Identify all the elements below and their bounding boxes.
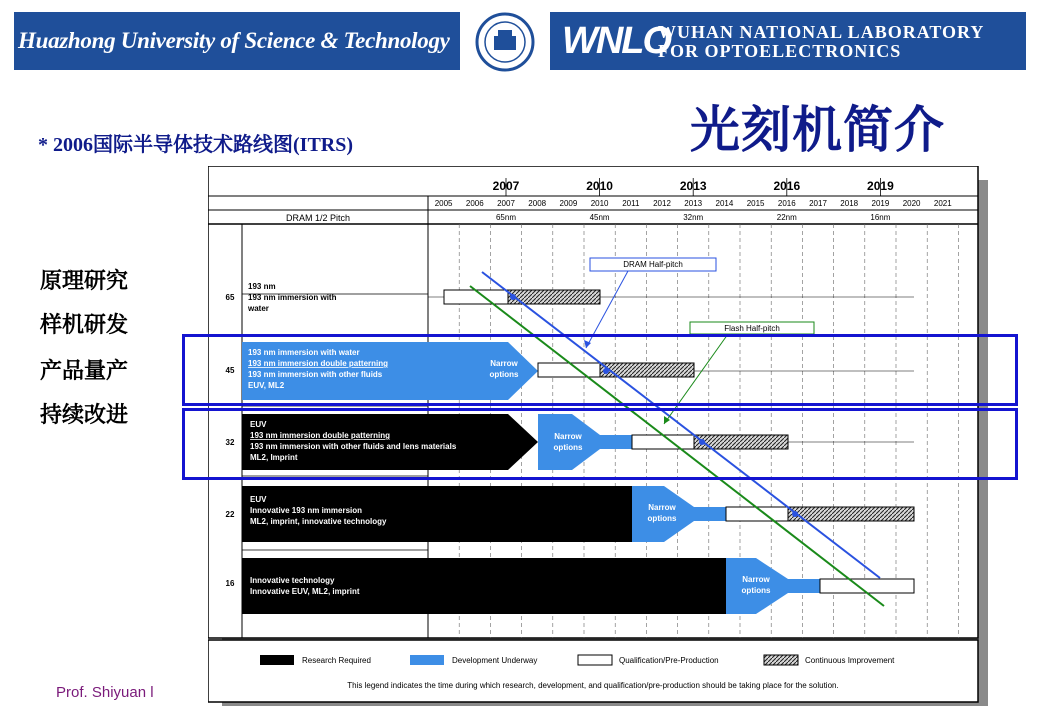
row45-line4: EUV, ML2	[248, 381, 285, 390]
legend-qualification: Qualification/Pre-Production	[619, 656, 719, 665]
year-label: 2017	[809, 199, 827, 208]
row45-narrow-2: options	[489, 370, 519, 379]
row22-narrow-1: Narrow	[648, 503, 676, 512]
row16-qual-bar	[820, 579, 914, 593]
year-label: 2007	[497, 199, 515, 208]
row22-line2: Innovative 193 nm immersion	[250, 506, 363, 515]
year-label: 2009	[559, 199, 578, 208]
slide-title: 光刻机简介	[690, 101, 945, 159]
node-label-65: 65	[225, 293, 235, 302]
pitch-label: 32nm	[683, 213, 704, 222]
lab-name	[658, 23, 984, 61]
flash-callout-label: Flash Half-pitch	[724, 324, 780, 333]
row32-line2: 193 nm immersion double patterning	[250, 431, 391, 440]
stage-improvement: 持续改进	[40, 403, 129, 428]
row16-narrow-1: Narrow	[742, 575, 770, 584]
pitch-label: 16nm	[870, 213, 891, 222]
footer-author: Prof. Shiyuan l	[56, 684, 154, 701]
legend-development: Development Underway	[452, 656, 538, 665]
year-label: 2016	[777, 199, 796, 208]
year-label: 2013	[684, 199, 703, 208]
row32-narrow-1: Narrow	[554, 432, 582, 441]
legend-frame	[208, 640, 978, 702]
year-label: 2012	[653, 199, 671, 208]
year-label: 2014	[715, 199, 734, 208]
lab-name-line1: WUHAN NATIONAL LABORATORY	[658, 22, 985, 42]
itrs-subtitle: * 2006国际半导体技术路线图(ITRS)	[38, 134, 354, 156]
row32-line1: EUV	[250, 420, 267, 429]
row16-line2: Innovative EUV, ML2, imprint	[250, 587, 360, 596]
year-label: 2010	[590, 199, 609, 208]
lab-logo: WNLO	[562, 20, 671, 62]
major-year-label: 2016	[773, 179, 801, 193]
row-header: DRAM 1/2 Pitch	[285, 213, 351, 223]
year-label: 2018	[840, 199, 859, 208]
year-labels	[435, 199, 953, 208]
legend-research: Research Required	[302, 656, 371, 665]
year-label: 2005	[434, 199, 453, 208]
lab-banner	[550, 12, 1026, 70]
pitch-label: 65nm	[495, 213, 517, 222]
university-seal-icon	[466, 12, 544, 72]
node-label-22: 22	[225, 510, 235, 519]
stage-prototype: 样机研发	[40, 313, 129, 338]
row45-line2: 193 nm immersion double patterning	[248, 359, 389, 368]
highlight-45nm	[182, 334, 1018, 406]
row22-dev-tail	[694, 507, 726, 521]
row65-line3: water	[248, 304, 269, 313]
year-label: 2011	[622, 199, 640, 208]
node-label-45: 45	[225, 366, 235, 375]
legend-swatch-development	[410, 655, 444, 665]
row16-narrow-2: options	[741, 586, 771, 595]
year-label: 2006	[465, 199, 484, 208]
lab-name-line2: FOR OPTOELECTRONICS	[658, 41, 902, 61]
row22-narrow-2: options	[647, 514, 677, 523]
row32-line4: ML2, Imprint	[250, 453, 298, 462]
row65-qual-bar	[444, 290, 508, 304]
row22-line3: ML2, imprint, innovative technology	[250, 517, 387, 526]
stage-production: 产品量产	[40, 359, 129, 384]
row45-line1: 193 nm immersion with water	[248, 348, 360, 357]
row16-dev-tail	[788, 579, 820, 593]
year-label: 2020	[902, 199, 921, 208]
legend-swatch-improvement	[764, 655, 798, 665]
year-label: 2008	[528, 199, 547, 208]
legend-note: This legend indicates the time during which research, development, and qualification/pre-production should be taking place for the solution.	[347, 681, 839, 690]
major-year-label: 2019	[867, 179, 894, 193]
legend-swatch-qualification	[578, 655, 612, 665]
stage-research: 原理研究	[40, 269, 129, 294]
row22-qual-bar	[726, 507, 788, 521]
row16-line1: Innovative technology	[250, 576, 335, 585]
row22-improve-bar	[788, 507, 914, 521]
university-name: Huazhong University of Science & Technology	[18, 28, 450, 53]
row16-research-bar	[242, 558, 756, 614]
year-label: 2021	[933, 199, 952, 208]
pitch-label: 45nm	[589, 213, 610, 222]
year-label: 2015	[746, 199, 765, 208]
major-year-label: 2013	[679, 179, 707, 193]
year-label: 2019	[871, 199, 890, 208]
row32-line3: 193 nm immersion with other fluids and lens materials	[250, 442, 457, 451]
highlight-32nm	[182, 408, 1018, 480]
row65-line1: 193 nm	[248, 282, 276, 291]
row45-line3: 193 nm immersion with other fluids	[248, 370, 383, 379]
major-year-label: 2010	[586, 179, 613, 193]
legend-improvement: Continuous Improvement	[805, 656, 895, 665]
node-label-32: 32	[225, 438, 235, 447]
row45-narrow-1: Narrow	[490, 359, 518, 368]
row65-line2: 193 nm immersion with	[248, 293, 337, 302]
pitch-label: 22nm	[776, 213, 797, 222]
node-label-16: 16	[225, 579, 235, 588]
row32-narrow-2: options	[553, 443, 583, 452]
dram-callout-label: DRAM Half-pitch	[623, 260, 683, 269]
major-year-label: 2007	[492, 179, 520, 193]
university-banner	[14, 12, 460, 70]
legend-swatch-research	[260, 655, 294, 665]
row22-line1: EUV	[250, 495, 267, 504]
